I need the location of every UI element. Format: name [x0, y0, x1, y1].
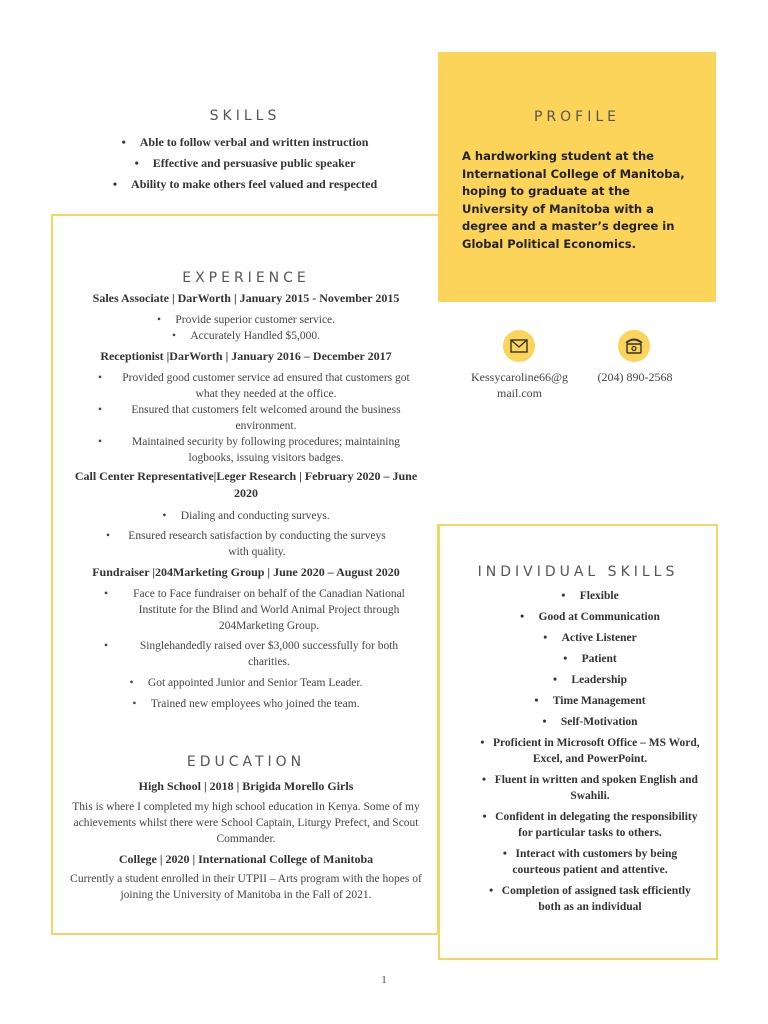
list-item: • Active Listener — [543, 632, 637, 644]
list-item: • Leadership — [553, 674, 627, 686]
phone-text[interactable]: (204) 890-2568 — [597, 370, 673, 384]
list-item: • Maintained security by following procedures; maintaining logbooks, issuing visitors badges. — [98, 436, 400, 464]
job-title: Fundraiser |204Marketing Group | June 2020 – August 2020 — [92, 565, 400, 579]
list-item: • Interact with customers by being courteous patient and attentive. — [502, 848, 678, 876]
education-heading: EDUCATION — [186, 754, 306, 770]
list-item: • Time Management — [534, 695, 646, 707]
skills-list — [52, 132, 438, 195]
job-title: Call Center Representative|Leger Research | February 2020 – June 2020 — [74, 469, 418, 500]
list-item: • Patient — [563, 653, 617, 665]
education-text: Currently a student enrolled in their UTPII – Arts program with the hopes of joining the University of Manitoba in the Fall of 2021. — [70, 873, 422, 901]
email-text[interactable] — [462, 369, 577, 401]
education-title: High School | 2018 | Brigida Morello Girls — [138, 779, 354, 793]
list-item: • Good at Communication — [520, 611, 660, 623]
individual-skills-list — [480, 588, 700, 920]
email-line-1: Kessycaroline66@g — [470, 370, 569, 384]
job-title: Receptionist |DarWorth | January 2016 – December 2017 — [100, 349, 392, 363]
email-icon — [503, 330, 535, 362]
list-item: • Proficient in Microsoft Office – MS Word, Excel, and PowerPoint. — [480, 737, 700, 765]
experience-section — [60, 270, 432, 712]
list-item: • Confident in delegating the responsibility for particular tasks to others. — [482, 811, 698, 839]
list-item: • Flexible — [561, 590, 619, 602]
job-title: Sales Associate | DarWorth | January 2015 - November 2015 — [92, 291, 400, 305]
list-item — [52, 153, 438, 174]
list-item: • Self-Motivation — [542, 716, 638, 728]
skill-text: Ability to make others feel valued and respected — [131, 177, 378, 191]
list-item: • Got appointed Junior and Senior Team Leader. — [129, 677, 363, 689]
profile-heading: PROFILE — [533, 109, 621, 125]
list-item — [52, 174, 438, 195]
list-item: • Accurately Handled $5,000. — [171, 330, 321, 342]
skill-text: Able to follow verbal and written instruction — [139, 135, 369, 149]
profile-panel — [438, 52, 716, 302]
education-title: College | 2020 | International College of Manitoba — [118, 852, 374, 866]
list-item: • Fluent in written and spoken English and Swahili. — [482, 774, 698, 802]
education-text: This is where I completed my high school education in Kenya. Some of my achievements whilst there were School Captain, Liturgy Prefect, and Scout Commander. — [72, 801, 420, 845]
list-item: • Provided good customer service ad ensured that customers got what they needed at the office. — [98, 372, 410, 400]
page-number: 1 — [381, 974, 387, 986]
skills-heading: SKILLS — [209, 108, 281, 124]
phone-icon — [618, 330, 650, 362]
list-item: • Completion of assigned task efficiently both as an individual — [489, 885, 691, 913]
individual-skills-box — [438, 524, 718, 960]
list-item: • Provide superior customer service. — [156, 314, 336, 326]
skills-section — [52, 108, 438, 195]
email-line-2: mail.com — [497, 386, 542, 400]
list-item: • Ensured research satisfaction by conducting the surveys with quality. — [106, 530, 386, 558]
education-section — [60, 754, 432, 903]
list-item: • Face to Face fundraiser on behalf of the Canadian National Institute for the Blind and World Animal Project through 204Marketing Group. — [104, 588, 405, 632]
profile-text: A hardworking student at the International College of Manitoba, hoping to graduate at the University of Manitoba with a degree and a master’s degree in Global Political Economics. — [462, 149, 685, 251]
list-item: • Dialing and conducting surveys. — [162, 510, 330, 522]
experience-heading: EXPERIENCE — [182, 270, 310, 286]
list-item: • Ensured that customers felt welcomed around the business environment. — [98, 404, 401, 432]
list-item: • Singlehandedly raised over $3,000 successfully for both charities. — [104, 640, 399, 668]
list-item — [52, 132, 438, 153]
individual-skills-heading: INDIVIDUAL SKILLS — [477, 564, 679, 580]
list-item: • Trained new employees who joined the team. — [132, 698, 360, 710]
skill-text: Effective and persuasive public speaker — [152, 156, 356, 170]
